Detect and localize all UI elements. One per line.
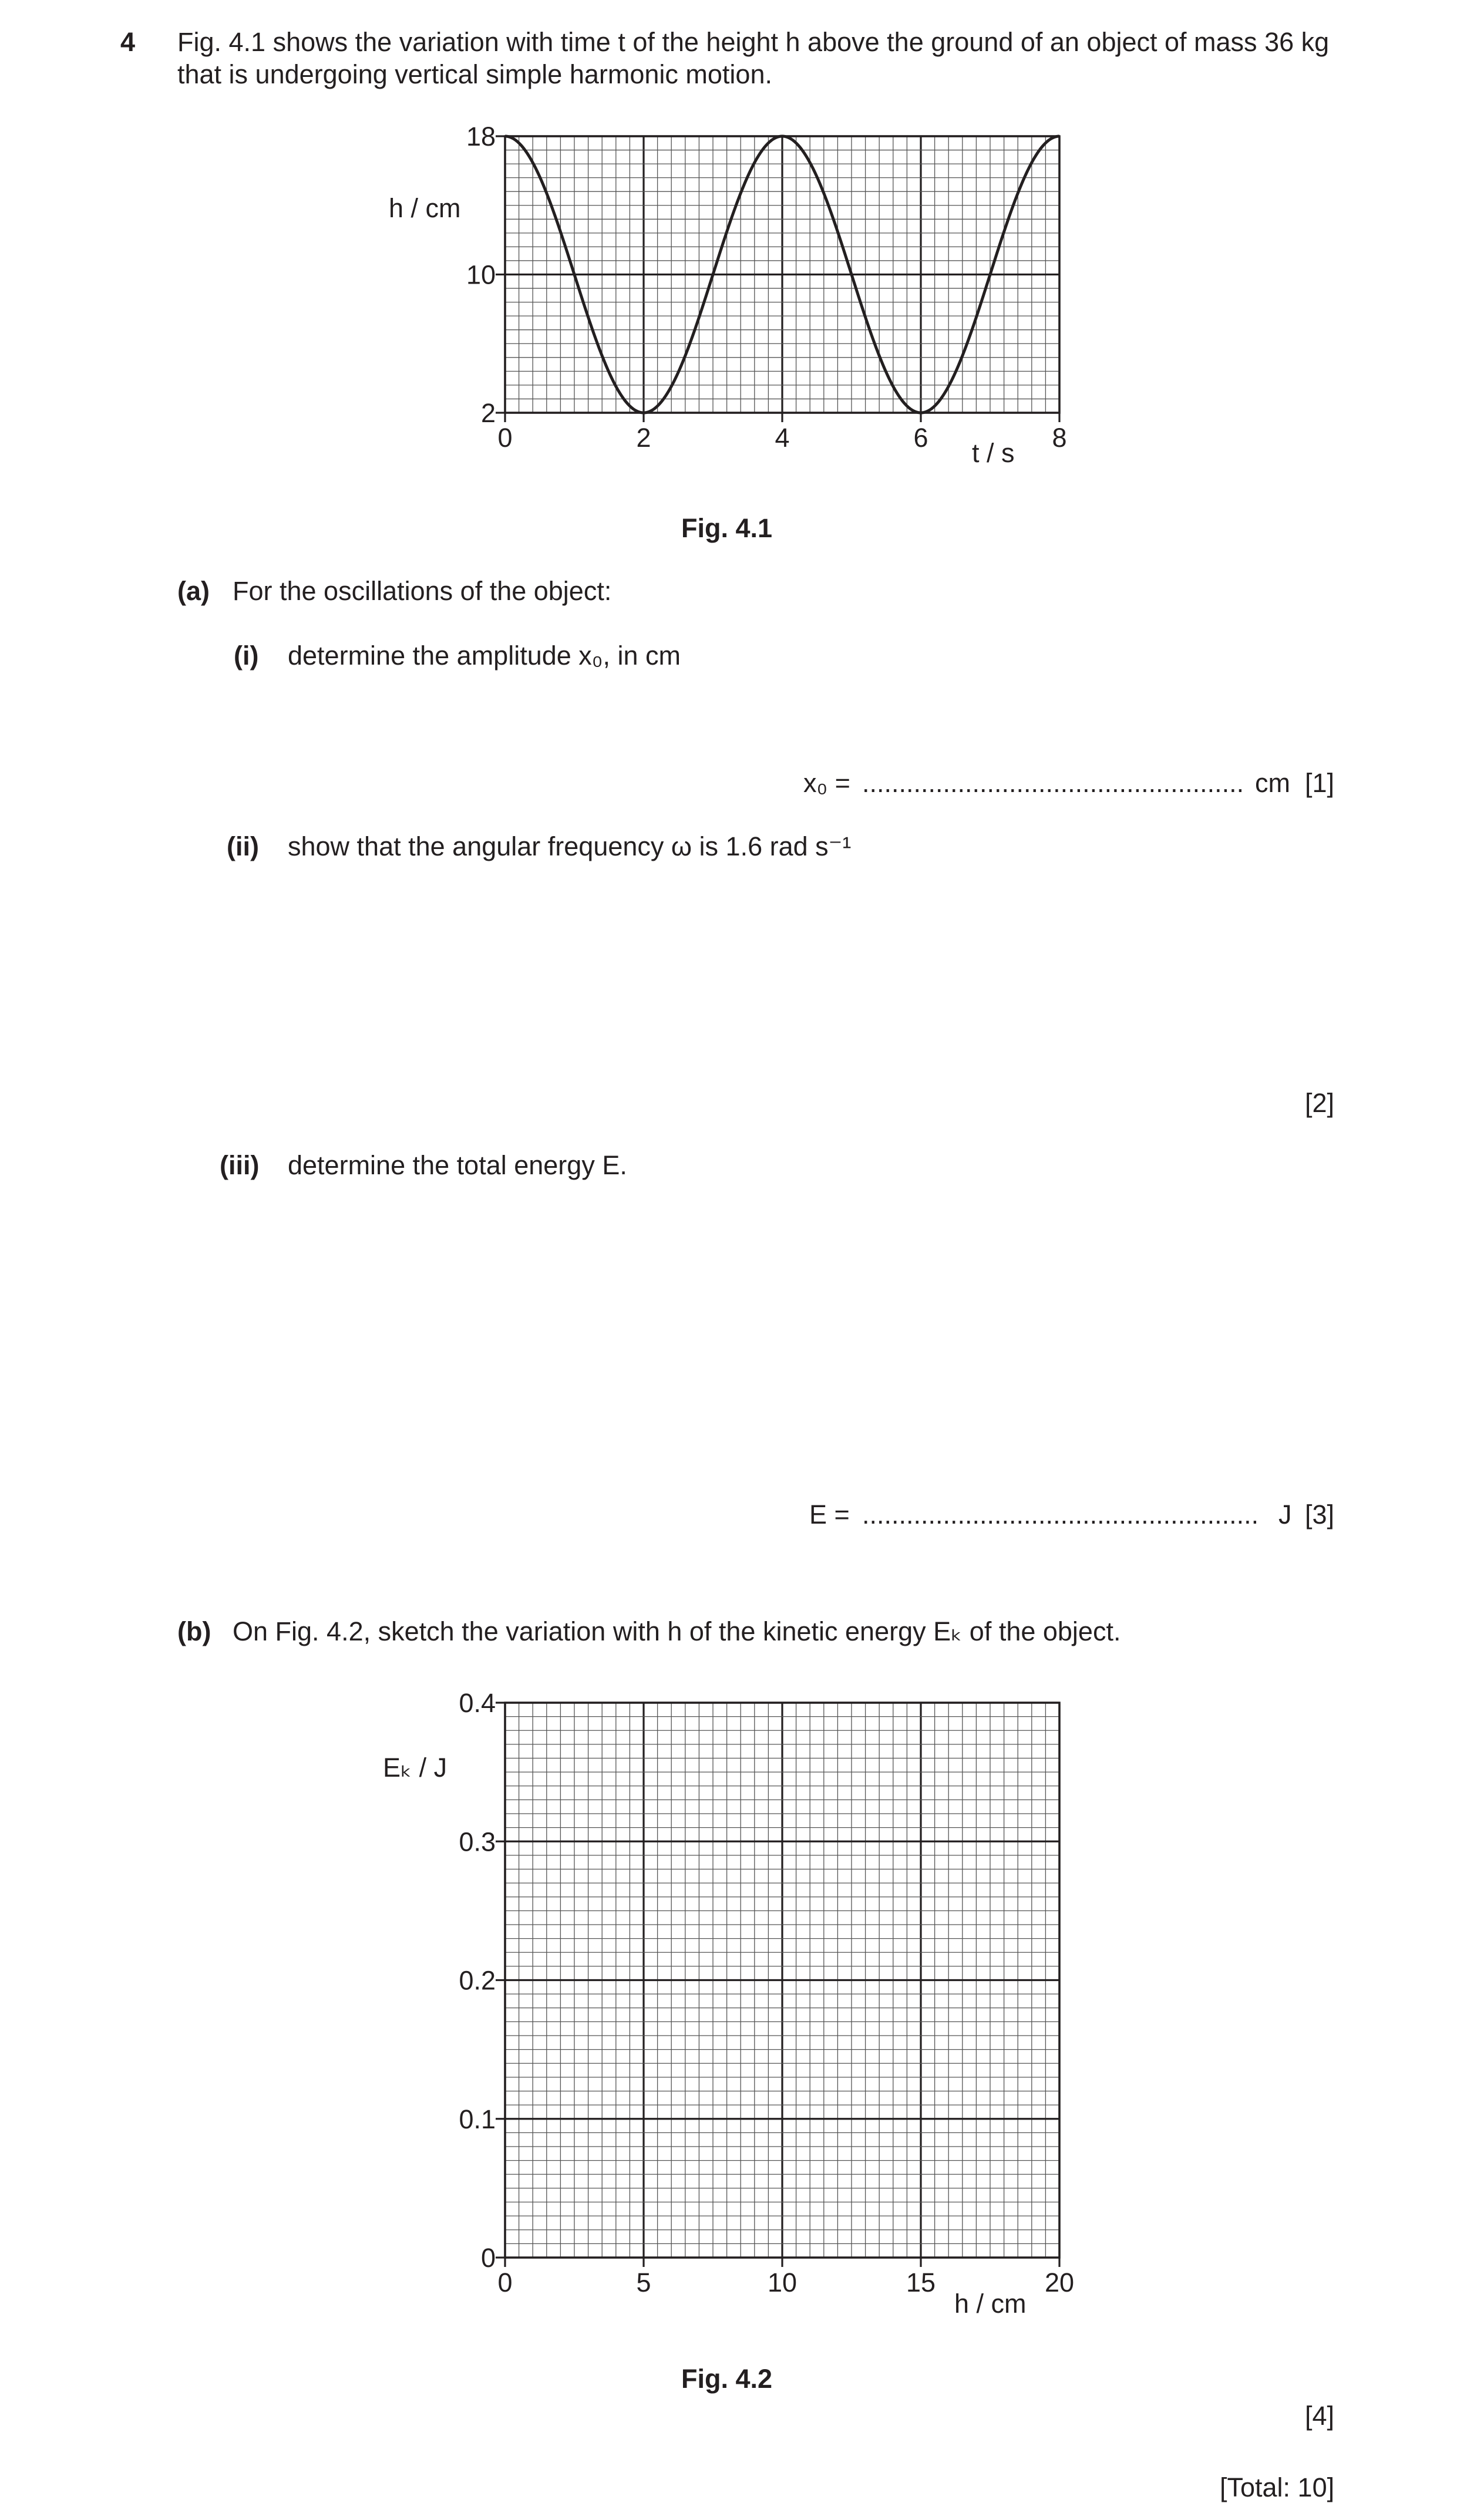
fig42-xtick-label: 5 bbox=[636, 2268, 651, 2297]
total-marks: [Total: 10] bbox=[1220, 2472, 1335, 2502]
fig41-grid bbox=[505, 136, 1059, 413]
fig42-ytick-label: 0.2 bbox=[459, 1965, 496, 1996]
part-a-i-marks: [1] bbox=[1305, 768, 1335, 798]
fig41-ytick-label: 2 bbox=[480, 398, 496, 428]
part-b-marks: [4] bbox=[1305, 2401, 1335, 2431]
fig41-caption: Fig. 4.1 bbox=[681, 513, 773, 543]
part-a-ii-marks: [2] bbox=[1305, 1088, 1335, 1118]
fig42-xtick-label: 20 bbox=[1044, 2268, 1075, 2297]
fig42-xlabel: h / cm bbox=[954, 2289, 1027, 2319]
fig41-xlabel: t / s bbox=[972, 438, 1015, 468]
fig42-ytick-label: 0.4 bbox=[459, 1688, 496, 1718]
fig41-xtick-label: 4 bbox=[775, 423, 790, 453]
fig42-caption: Fig. 4.2 bbox=[681, 2364, 773, 2394]
part-a-i-text: determine the amplitude x₀, in cm bbox=[288, 641, 681, 671]
part-a-label: (a) bbox=[177, 576, 210, 606]
fig42-xtick-label: 15 bbox=[906, 2268, 936, 2297]
part-a-iii-answer-label: E = bbox=[809, 1500, 850, 1529]
question-number: 4 bbox=[120, 27, 136, 57]
fig42-ylabel: Eₖ / J bbox=[383, 1753, 447, 1783]
fig42-grid bbox=[505, 1703, 1059, 2258]
part-a-ii-text: show that the angular frequency ω is 1.6 rad s⁻¹ bbox=[288, 831, 852, 861]
fig42-ytick-label: 0 bbox=[480, 2243, 496, 2273]
part-a-iii-label: (iii) bbox=[220, 1150, 260, 1180]
question-intro-line2: that is undergoing vertical simple harmonic motion. bbox=[177, 59, 772, 89]
question-intro-line1: Fig. 4.1 shows the variation with time t of the height h above the ground of an object of mass 36 kg bbox=[177, 27, 1330, 57]
fig41-ytick-label: 18 bbox=[466, 122, 496, 151]
fig42-ytick-label: 0.1 bbox=[459, 2104, 496, 2134]
part-a-i-answer-label: x₀ = bbox=[803, 768, 850, 798]
fig41-ytick-label: 10 bbox=[466, 260, 496, 290]
part-a-iii-text: determine the total energy E. bbox=[288, 1150, 627, 1180]
part-a-text: For the oscillations of the object: bbox=[233, 576, 612, 606]
fig41-xtick-label: 6 bbox=[913, 423, 928, 453]
part-b-text: On Fig. 4.2, sketch the variation with h of the kinetic energy Eₖ of the object. bbox=[233, 1616, 1121, 1646]
fig42-xtick-label: 10 bbox=[767, 2268, 798, 2297]
part-a-i-unit: cm bbox=[1255, 768, 1290, 798]
part-b-label: (b) bbox=[177, 1616, 211, 1646]
fig42-xtick-label: 0 bbox=[497, 2268, 513, 2297]
part-a-i-answer-line[interactable]: .................................................... bbox=[862, 768, 1244, 798]
fig41-ylabel: h / cm bbox=[389, 193, 461, 223]
part-a-iii-answer-line[interactable]: ...................................................... bbox=[862, 1500, 1259, 1529]
fig41-xtick-label: 8 bbox=[1052, 423, 1067, 453]
part-a-i-label: (i) bbox=[234, 641, 259, 671]
part-a-iii-unit: J bbox=[1278, 1500, 1292, 1529]
fig41-xtick-label: 2 bbox=[636, 423, 651, 453]
fig41-plot bbox=[466, 122, 1067, 453]
part-a-iii-marks: [3] bbox=[1305, 1500, 1335, 1529]
fig41-xtick-label: 0 bbox=[497, 423, 513, 453]
part-a-ii-label: (ii) bbox=[227, 831, 259, 861]
fig42-ytick-label: 0.3 bbox=[459, 1827, 496, 1857]
fig42-plot[interactable] bbox=[459, 1688, 1074, 2297]
